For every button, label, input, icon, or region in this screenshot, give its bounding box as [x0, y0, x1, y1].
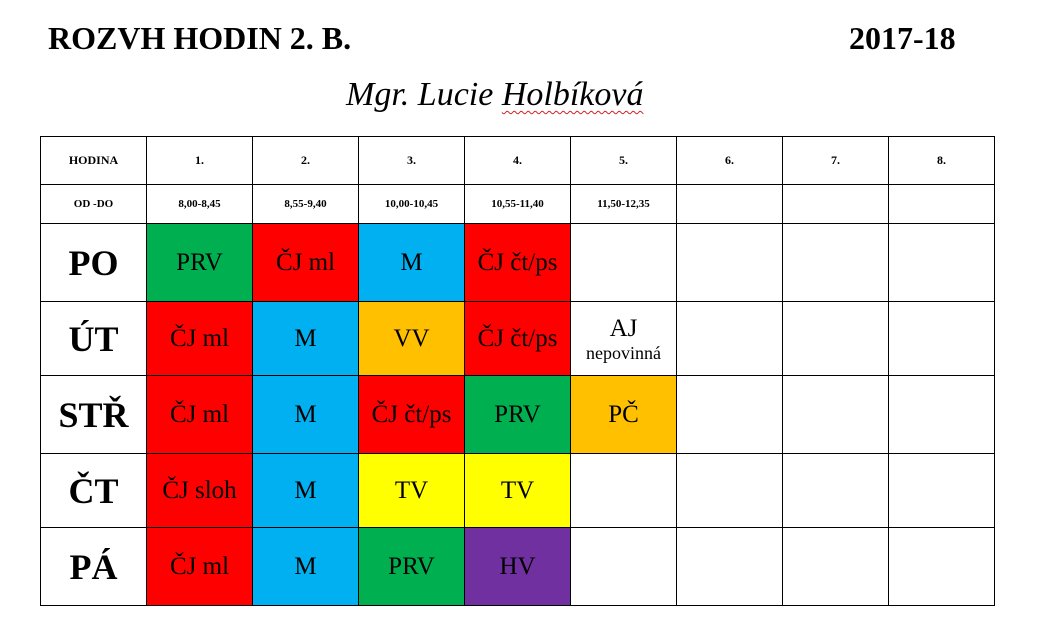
hour-cell: 4. — [465, 137, 571, 185]
day-name: ČT — [41, 454, 147, 528]
lesson-cell — [889, 454, 995, 528]
hour-cell: 8. — [889, 137, 995, 185]
time-row — [41, 185, 995, 224]
school-year: 2017-18 — [849, 20, 956, 56]
lesson-cell: HV — [465, 528, 571, 606]
time-cell — [889, 185, 995, 224]
lesson-cell — [783, 376, 889, 454]
hour-row — [41, 137, 995, 185]
lesson-cell: PRV — [359, 528, 465, 606]
lesson-cell — [677, 454, 783, 528]
time-cell — [677, 185, 783, 224]
lesson-cell: ČJ sloh — [147, 454, 253, 528]
time-cell: 8,00-8,45 — [147, 185, 253, 224]
time-cell: 10,00-10,45 — [359, 185, 465, 224]
time-label: OD -DO — [41, 185, 147, 224]
lesson-cell — [783, 302, 889, 376]
lesson-cell: M — [253, 376, 359, 454]
lesson-cell — [889, 376, 995, 454]
hour-cell: 6. — [677, 137, 783, 185]
lesson-cell: ČJ čt/ps — [465, 224, 571, 302]
teacher-surname: Holbíková — [501, 76, 644, 113]
lesson-cell — [677, 224, 783, 302]
day-row-str — [41, 376, 995, 454]
lesson-aj-label: AJ — [609, 314, 638, 342]
day-row-pa — [41, 528, 995, 606]
lesson-cell: VV — [359, 302, 465, 376]
hour-cell: 5. — [571, 137, 677, 185]
hour-cell: 2. — [253, 137, 359, 185]
day-name: PO — [41, 224, 147, 302]
day-row-po — [41, 224, 995, 302]
lesson-cell — [889, 224, 995, 302]
lesson-cell — [677, 376, 783, 454]
hour-cell: 7. — [783, 137, 889, 185]
lesson-cell — [571, 224, 677, 302]
hour-label: HODINA — [41, 137, 147, 185]
lesson-cell: ČJ ml — [253, 224, 359, 302]
lesson-cell — [889, 302, 995, 376]
lesson-cell: PČ — [571, 376, 677, 454]
day-row-ct — [41, 454, 995, 528]
hour-cell: 1. — [147, 137, 253, 185]
teacher-name — [346, 76, 643, 114]
lesson-cell: TV — [465, 454, 571, 528]
lesson-cell: ČJ čt/ps — [465, 302, 571, 376]
time-cell — [783, 185, 889, 224]
lesson-cell — [677, 302, 783, 376]
lesson-cell: M — [253, 454, 359, 528]
lesson-cell: M — [359, 224, 465, 302]
lesson-cell: ČJ ml — [147, 302, 253, 376]
lesson-cell: M — [253, 528, 359, 606]
teacher-prefix: Mgr. Lucie — [346, 76, 502, 113]
lesson-cell: ČJ ml — [147, 376, 253, 454]
lesson-cell — [677, 528, 783, 606]
day-row-ut — [41, 302, 995, 376]
time-cell: 8,55-9,40 — [253, 185, 359, 224]
lesson-cell — [783, 528, 889, 606]
lesson-cell — [783, 454, 889, 528]
lesson-cell — [783, 224, 889, 302]
day-name: STŘ — [41, 376, 147, 454]
lesson-cell: ČJ čt/ps — [359, 376, 465, 454]
day-name: PÁ — [41, 528, 147, 606]
lesson-cell: ČJ ml — [147, 528, 253, 606]
lesson-cell — [571, 454, 677, 528]
lesson-cell: TV — [359, 454, 465, 528]
time-cell: 10,55-11,40 — [465, 185, 571, 224]
lesson-cell: PRV — [147, 224, 253, 302]
lesson-aj-note: nepovinná — [586, 342, 661, 363]
time-cell: 11,50-12,35 — [571, 185, 677, 224]
hour-cell: 3. — [359, 137, 465, 185]
lesson-cell-aj — [571, 302, 677, 376]
lesson-cell — [889, 528, 995, 606]
lesson-cell: PRV — [465, 376, 571, 454]
lesson-cell: M — [253, 302, 359, 376]
lesson-cell — [571, 528, 677, 606]
day-name: ÚT — [41, 302, 147, 376]
page-title: ROZVH HODIN 2. B. — [48, 20, 352, 56]
timetable — [40, 136, 995, 606]
